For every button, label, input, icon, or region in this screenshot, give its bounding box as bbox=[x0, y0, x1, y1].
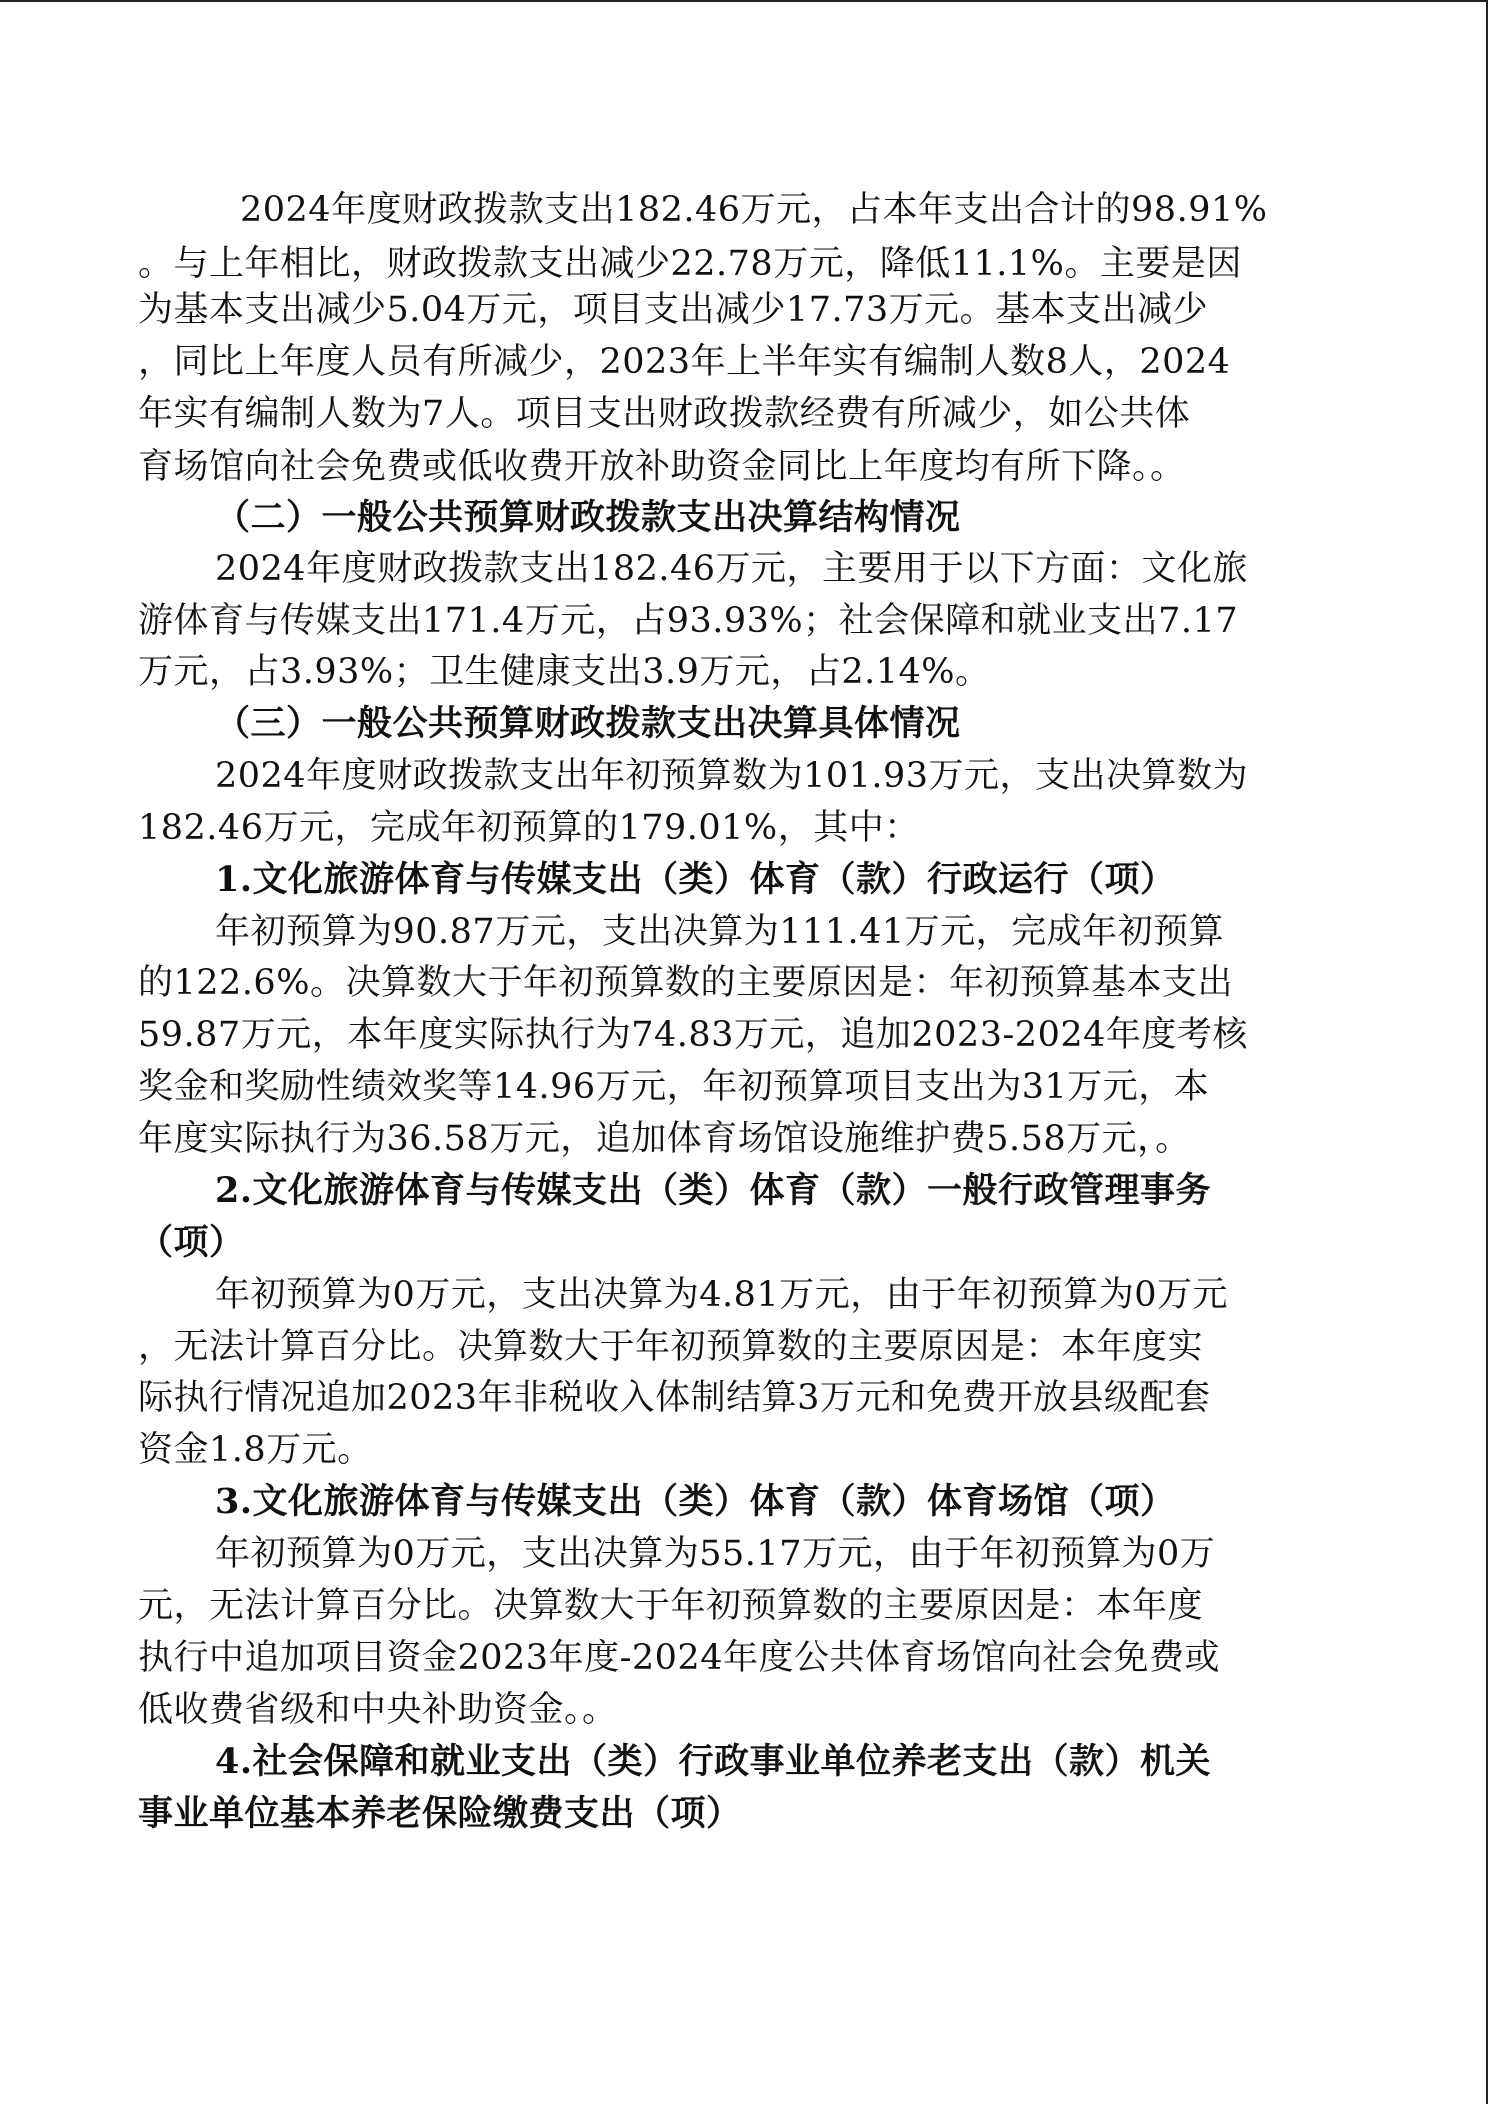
subsection-heading: 4.社会保障和就业支出（类）行政事业单位养老支出（款）机关 bbox=[215, 1741, 1212, 1782]
paragraph-line: 为基本支出减少5.04万元，项目支出减少17.73万元。基本支出减少 bbox=[138, 290, 1209, 330]
paragraph-line: 年初预算为90.87万元，支出决算为111.41万元，完成年初预算 bbox=[215, 912, 1225, 952]
paragraph-line: 2024年度财政拨款支出年初预算数为101.93万元，支出决算数为 bbox=[215, 756, 1249, 796]
subsection-heading: 3.文化旅游体育与传媒支出（类）体育（款）体育场馆（项） bbox=[215, 1481, 1176, 1522]
paragraph-line: 执行中追加项目资金2023年度-2024年度公共体育场馆向社会免费或 bbox=[138, 1638, 1220, 1678]
paragraph-line: 年初预算为0万元，支出决算为4.81万元，由于年初预算为0万元 bbox=[215, 1275, 1228, 1315]
paragraph-line: 。与上年相比，财政拨款支出减少22.78万元，降低11.1%。主要是因 bbox=[138, 244, 1242, 284]
paragraph-line: 年度实际执行为36.58万元，追加体育场馆设施维护费5.58万元，。 bbox=[138, 1119, 1191, 1159]
paragraph-line: 奖金和奖励性绩效奖等14.96万元，年初预算项目支出为31万元，本 bbox=[138, 1067, 1210, 1107]
paragraph-line: 资金1.8万元。 bbox=[138, 1430, 373, 1470]
paragraph-line: ，无法计算百分比。决算数大于年初预算数的主要原因是：本年度实 bbox=[138, 1327, 1204, 1367]
section-heading: （三）一般公共预算财政拨款支出决算具体情况 bbox=[215, 703, 961, 744]
paragraph-line: 的122.6%。决算数大于年初预算数的主要原因是：年初预算基本支出 bbox=[138, 963, 1233, 1003]
paragraph-line: 低收费省级和中央补助资金。。 bbox=[138, 1690, 618, 1730]
subsection-heading: 1.文化旅游体育与传媒支出（类）体育（款）行政运行（项） bbox=[215, 859, 1176, 900]
paragraph-line: 育场馆向社会免费或低收费开放补助资金同比上年度均有所下降。。 bbox=[138, 447, 1186, 487]
paragraph-line: 182.46万元，完成年初预算的179.01%，其中： bbox=[138, 808, 920, 848]
paragraph-line: 2024年度财政拨款支出182.46万元，占本年支出合计的98.91% bbox=[240, 190, 1268, 230]
paragraph-line: 际执行情况追加2023年非税收入体制结算3万元和免费开放县级配套 bbox=[138, 1378, 1211, 1418]
paragraph-line: 年初预算为0万元，支出决算为55.17万元，由于年初预算为0万 bbox=[215, 1534, 1216, 1574]
paragraph-line: 万元，占3.93%；卫生健康支出3.9万元，占2.14%。 bbox=[138, 652, 991, 692]
paragraph-line: 元，无法计算百分比。决算数大于年初预算数的主要原因是：本年度 bbox=[138, 1586, 1204, 1626]
paragraph-line: 年实有编制人数为7人。项目支出财政拨款经费有所减少，如公共体 bbox=[138, 394, 1191, 434]
top-border bbox=[0, 0, 1488, 2]
subsection-heading: 事业单位基本养老保险缴费支出（项） bbox=[138, 1793, 742, 1834]
subsection-heading: （项） bbox=[138, 1222, 245, 1263]
paragraph-line: 59.87万元，本年度实际执行为74.83万元，追加2023-2024年度考核 bbox=[138, 1015, 1248, 1055]
section-heading: （二）一般公共预算财政拨款支出决算结构情况 bbox=[215, 497, 961, 538]
paragraph-line: 游体育与传媒支出171.4万元，占93.93%；社会保障和就业支出7.17 bbox=[138, 601, 1239, 641]
paragraph-line: ，同比上年度人员有所减少，2023年上半年实有编制人数8人，2024 bbox=[138, 342, 1231, 382]
paragraph-line: 2024年度财政拨款支出182.46万元，主要用于以下方面：文化旅 bbox=[215, 549, 1249, 589]
subsection-heading: 2.文化旅游体育与传媒支出（类）体育（款）一般行政管理事务 bbox=[215, 1170, 1212, 1211]
